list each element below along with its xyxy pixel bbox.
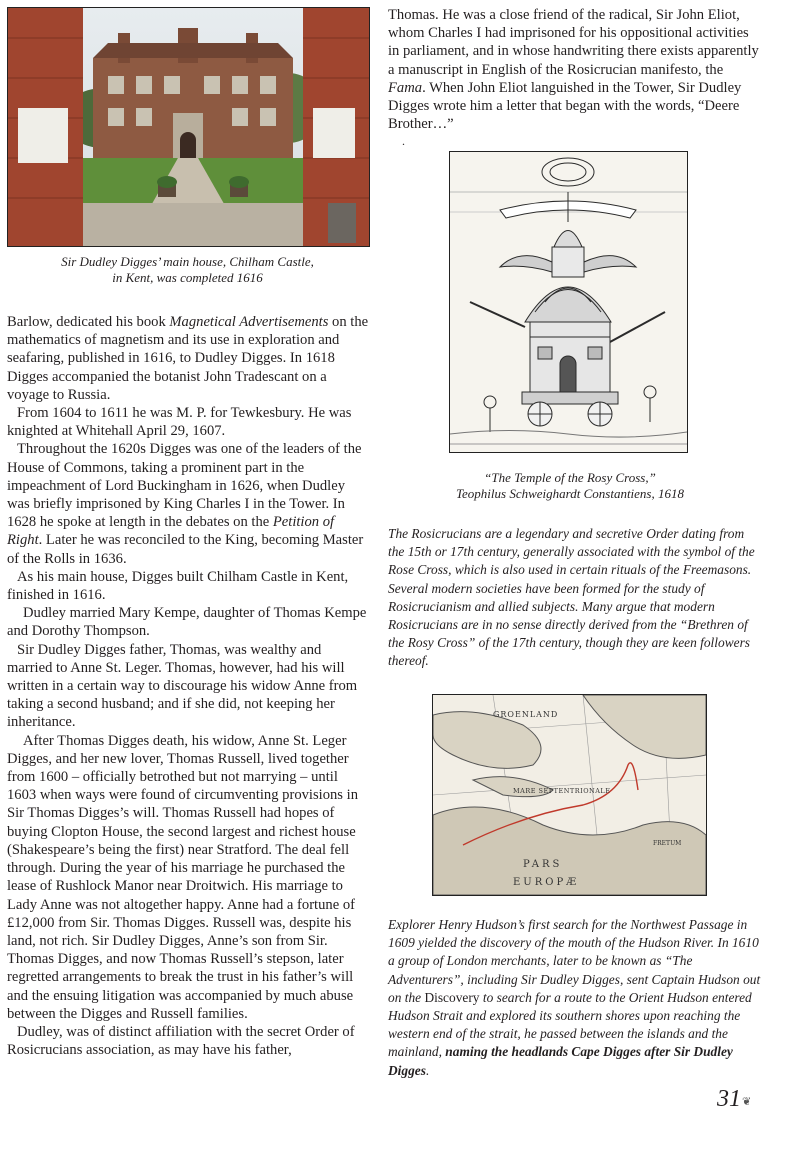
paragraph-widow: After Thomas Digges death, his widow, Anne St. Leger Digges, and her new lover, Thomas Russell, lived together from 1600 – officially betrothed but not marrying – until 1603 when ways were found of circumventing provisions in Sir Thomas Digges’s will. Thomas Russell had hopes of buying Clopton House, the second largest and richest house (Shakespeare’s being the first) near Stratford. The deal fell through. During the year of his marriage he purchased the lease of Rushlock Manor near Droitwich. His marriage to Lady Anne was not altogether happy. Anne had a fortune of £12,000 from Sir. Thomas Digges. Russell was, despite his land, not rich. Sir Dudley Digges, Anne’s son from Sir. Thomas Digges, and now Thomas Russell’s stepson, later regretted arrangements to break the trust in his father’s will and the ensuing litigation was accompanied by much abuse between the Digges and Russell families. xyxy=(7,732,358,1022)
hudson-text-end: . xyxy=(425,1062,430,1078)
hudson-description xyxy=(388,916,763,1080)
page-number: 31 xyxy=(717,1086,741,1112)
paragraph-commons-text-a: Throughout the 1620s Digges was one of the leaders of the House of Commons, taking a prominent part in the impeachment of Lord Buckingham in 1626, when Dudley was briefly imprisoned by King Charles I in the Tower. In 1628 he spoke at length in the debates on the xyxy=(7,441,362,531)
paragraph-barlow xyxy=(7,313,369,404)
temple-rosy-cross-engraving xyxy=(449,151,688,453)
paragraph-tewkesbury: From 1604 to 1611 he was M. P. for Tewkesbury. He was knighted at Whitehall April 29, 1607. xyxy=(7,405,352,440)
petition-of-right-title: Petition of Right xyxy=(7,514,335,549)
hudson-strait-map xyxy=(432,694,707,896)
map-illustration xyxy=(433,695,706,895)
paragraph-rosicrucian-affiliation: Dudley, was of distinct affiliation with the secret Order of Rosicrucians association, as may have his father, xyxy=(7,1023,355,1059)
hudson-text-a: Explorer Henry Hudson’s first search for the Northwest Passage in 1609 yielded the discovery of the mouth of the Hudson River. In 1610 a group of London merchants, later to be known as “The Adventurers”, including Sir Dudley Digges, sent Captain Hudson out on the xyxy=(388,917,761,1005)
paragraph-eliot-text-b: . When John Eliot languished in the Tower, Sir Dudley Digges wrote him a letter that began with the words, “Deere Brother…” xyxy=(388,79,742,133)
map-label-mare: MARE SEPTENTRIONALE xyxy=(513,787,611,795)
page-ornament-icon: ❦ xyxy=(742,1096,752,1108)
engraving-caption xyxy=(430,470,710,502)
paragraph-eliot xyxy=(388,6,763,133)
paragraph-barlow-text-b: on the mathematics of magnetism and its use in exploration and seafaring, published in 1616, to Dudley Digges. In 1618 Digges accompanied the botanist John Tradescant on a voyage to Russia. xyxy=(7,314,369,403)
ship-name-discovery: Discovery xyxy=(424,989,480,1005)
photo-caption-line1: Sir Dudley Digges’ main house, Chilham Castle, xyxy=(61,254,314,269)
photo-caption xyxy=(7,254,368,286)
map-label-pars: PARS xyxy=(523,859,563,870)
paragraph-father: Sir Dudley Digges father, Thomas, was wealthy and married to Anne St. Leger. Thomas, however, had his will written in a certain way to discourage his widow Anne from taking a second husband; and if she did, not keeping her inheritance. xyxy=(7,641,358,731)
paragraph-house-of-commons xyxy=(7,440,369,567)
rosicrucian-paragraph: The Rosicrucians are a legendary and secretive Order dating from the 15th or 17th century, generally associated with the symbol of the Rose Cross, which is also used in certain rituals of the Freemasons. Several modern societies have been formed for the study of Rosicrucianism and allied subjects. Many argue that modern Rosicrucians are in no sense directly derived from the “Brethren of the Rosy Cross” of the 17th century, though they are keen followers thereof. xyxy=(388,526,755,669)
map-label-europae: EUROPÆ xyxy=(513,877,580,888)
hudson-paragraph xyxy=(388,916,763,1080)
rosicrucian-description xyxy=(388,525,763,671)
stray-dot: . xyxy=(402,134,405,148)
paragraph-chilham: As his main house, Digges built Chilham Castle in Kent, finished in 1616. xyxy=(7,568,349,604)
book-title-magnetical-advertisements: Magnetical Advertisements xyxy=(169,314,329,330)
engraving-caption-line2: Teophilus Schweighardt Constantiens, 1618 xyxy=(456,486,684,501)
photo-caption-line2: in Kent, was completed 1616 xyxy=(112,270,263,285)
paragraph-eliot-text-a: Thomas. He was a close friend of the radical, Sir John Eliot, whom Charles I had imprisoned for his oppositional activities in parliament, and in whose handwriting there exists apparently a manuscript in English of the Rosicrucian manifesto, the xyxy=(388,7,759,78)
engraving-illustration xyxy=(450,152,687,452)
map-label-fretum: FRETUM xyxy=(653,840,682,847)
paragraph-commons-text-b: . Later he was reconciled to the King, becoming Master of the Rolls in 1636. xyxy=(7,532,364,567)
paragraph-barlow-text-a: Barlow, dedicated his book xyxy=(7,314,170,330)
left-column xyxy=(7,313,369,1059)
map-label-groenland: GROENLAND xyxy=(493,710,559,719)
chilham-castle-illustration xyxy=(8,8,369,246)
cape-digges-highlight: naming the headlands Cape Digges after Sir Dudley Digges xyxy=(388,1044,733,1078)
chilham-castle-photo xyxy=(7,7,370,247)
fama-title: Fama xyxy=(388,79,423,96)
engraving-caption-line1: “The Temple of the Rosy Cross,” xyxy=(484,470,656,485)
right-column-top-text xyxy=(388,6,763,133)
hudson-text-b: to search for a route to the Orient Hudson entered Hudson Strait and explored its southern shores upon reaching the western end of the strait, he passed between the islands and the mainland, xyxy=(388,989,752,1060)
paragraph-marriage: Dudley married Mary Kempe, daughter of Thomas Kempe and Dorothy Thompson. xyxy=(7,605,367,640)
